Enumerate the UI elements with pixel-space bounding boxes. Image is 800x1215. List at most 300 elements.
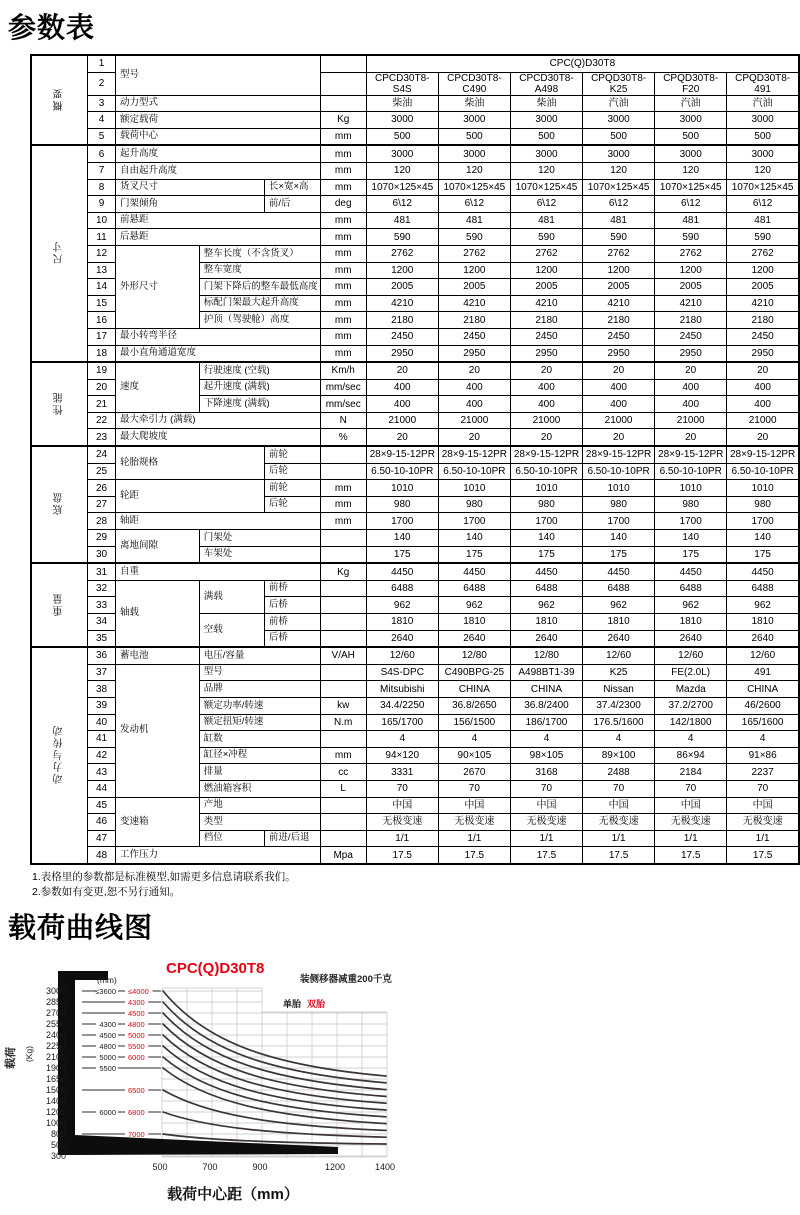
- value-cell: 90×105: [438, 747, 510, 764]
- y-tick-label: 2700: [45, 1008, 66, 1019]
- row-number-cell: 26: [88, 480, 116, 497]
- value-cell: 6\12: [655, 196, 727, 213]
- value-cell: 3000: [655, 145, 727, 162]
- row-number-cell: 47: [88, 830, 116, 847]
- unit-cell: [320, 55, 366, 72]
- value-cell: 1070×125×45: [583, 179, 655, 196]
- row-number-cell: 39: [88, 697, 116, 714]
- param-name-cell: 前桥: [264, 614, 320, 631]
- value-cell: 1200: [366, 262, 438, 279]
- y-tick-label: 500: [50, 1140, 66, 1151]
- value-cell: 36.8/2400: [510, 697, 582, 714]
- param-name-cell: 门架下降后的整车最低高度: [199, 279, 320, 296]
- param-name-cell: 产地: [199, 797, 320, 814]
- param-name-cell: 最小转弯半径: [116, 328, 321, 345]
- param-name-cell: 后悬距: [116, 229, 321, 246]
- value-cell: CHINA: [510, 681, 582, 698]
- value-cell: 481: [510, 212, 582, 229]
- value-cell: 165/1600: [727, 714, 799, 731]
- value-cell: 500: [727, 128, 799, 145]
- row-number-cell: 1: [88, 55, 116, 72]
- value-cell: 4210: [510, 295, 582, 312]
- unit-cell: mm: [320, 496, 366, 513]
- value-cell: 中国: [366, 797, 438, 814]
- value-cell: 140: [510, 530, 582, 547]
- value-cell: 1700: [583, 513, 655, 530]
- value-cell: 37.4/2300: [583, 697, 655, 714]
- row-number-cell: 8: [88, 179, 116, 196]
- value-cell: 4210: [727, 295, 799, 312]
- value-cell: 500: [510, 128, 582, 145]
- value-cell: 2180: [438, 312, 510, 329]
- value-cell: 2184: [655, 764, 727, 781]
- value-cell: 1200: [655, 262, 727, 279]
- param-name-cell: 燃油箱容积: [199, 780, 320, 797]
- value-cell: 汽油: [583, 95, 655, 112]
- value-cell: 21000: [366, 412, 438, 429]
- y-tick-label: 1900: [45, 1063, 66, 1074]
- value-cell: 3000: [438, 145, 510, 162]
- value-cell: 28×9-15-12PR: [655, 446, 727, 463]
- param-name-cell: 档位: [199, 830, 264, 847]
- value-cell: 1810: [438, 614, 510, 631]
- row-number-cell: 29: [88, 530, 116, 547]
- unit-cell: [320, 614, 366, 631]
- value-cell: 140: [366, 530, 438, 547]
- value-cell: FE(2.0L): [655, 664, 727, 681]
- y-tick-label: 1500: [45, 1085, 66, 1096]
- footnote-line-2: 2.参数如有变更,恕不另行通知。: [32, 886, 181, 899]
- unit-cell: [320, 95, 366, 112]
- value-cell: CHINA: [727, 681, 799, 698]
- value-cell: 1070×125×45: [510, 179, 582, 196]
- value-cell: Mitsubishi: [366, 681, 438, 698]
- value-cell: 20: [438, 429, 510, 446]
- row-number-cell: 5: [88, 128, 116, 145]
- value-cell: C490BPG-25: [438, 664, 510, 681]
- double-tire-curve-label: 5500: [128, 1042, 145, 1052]
- value-cell: 无极变速: [438, 814, 510, 831]
- double-tire-curve-label: ≤4000: [128, 987, 149, 997]
- value-cell: 3000: [583, 145, 655, 162]
- value-cell: 6.50-10-10PR: [727, 463, 799, 480]
- value-cell: 481: [438, 212, 510, 229]
- value-cell: 481: [655, 212, 727, 229]
- value-cell: 6488: [366, 580, 438, 597]
- value-cell: 28×9-15-12PR: [510, 446, 582, 463]
- value-cell: 70: [727, 780, 799, 797]
- x-tick-label: 500: [152, 1162, 168, 1173]
- value-cell: 6\12: [366, 196, 438, 213]
- unit-cell: [320, 446, 366, 463]
- row-number-cell: 3: [88, 95, 116, 112]
- single-tire-curve-label: 5000: [99, 1053, 116, 1063]
- value-cell: 无极变速: [655, 814, 727, 831]
- value-cell: 2450: [366, 328, 438, 345]
- value-cell: 481: [583, 212, 655, 229]
- legend-single-tire: 单胎: [283, 999, 302, 1010]
- param-name-cell: 轴载: [116, 580, 200, 647]
- legend-double-tire: 双胎: [307, 999, 326, 1010]
- chart-title: 载荷曲线图: [8, 912, 154, 944]
- value-cell: 1/1: [727, 830, 799, 847]
- value-cell: 500: [366, 128, 438, 145]
- value-cell: 980: [727, 496, 799, 513]
- param-name-cell: 轴距: [116, 513, 321, 530]
- row-number-cell: 10: [88, 212, 116, 229]
- single-tire-curve-label: ≤3600: [95, 987, 116, 997]
- row-number-cell: 40: [88, 714, 116, 731]
- value-cell: 28×9-15-12PR: [583, 446, 655, 463]
- curve-label-unit: (mm): [97, 975, 117, 986]
- value-cell: 12/80: [438, 647, 510, 664]
- value-cell: 17.5: [583, 847, 655, 864]
- value-cell: 4210: [366, 295, 438, 312]
- param-name-cell: 前悬距: [116, 212, 321, 229]
- value-cell: 400: [727, 396, 799, 413]
- param-name-cell: 标配门架最大起升高度: [199, 295, 320, 312]
- value-cell: 2762: [655, 245, 727, 262]
- value-cell: 400: [727, 379, 799, 396]
- value-cell: 1/1: [366, 830, 438, 847]
- unit-cell: %: [320, 429, 366, 446]
- single-tire-curve-label: 4300: [99, 1020, 116, 1030]
- value-cell: 20: [727, 429, 799, 446]
- value-cell: 4: [655, 731, 727, 748]
- param-name-cell: 货叉尺寸: [116, 179, 265, 196]
- value-cell: 2640: [438, 630, 510, 647]
- param-name-cell: 品牌: [199, 681, 320, 698]
- load-curve-chart: [0, 954, 800, 1215]
- unit-cell: N.m: [320, 714, 366, 731]
- param-name-cell: 排量: [199, 764, 320, 781]
- value-cell: 2005: [727, 279, 799, 296]
- row-number-cell: 12: [88, 245, 116, 262]
- row-number-cell: 25: [88, 463, 116, 480]
- value-cell: 3168: [510, 764, 582, 781]
- value-cell: Nissan: [583, 681, 655, 698]
- row-number-cell: 34: [88, 614, 116, 631]
- value-cell: 6488: [438, 580, 510, 597]
- value-cell: CPQD30T8-491: [727, 72, 799, 95]
- value-cell: 491: [727, 664, 799, 681]
- value-cell: 1010: [727, 480, 799, 497]
- unit-cell: mm: [320, 145, 366, 162]
- value-cell: 400: [366, 379, 438, 396]
- value-cell: 4: [583, 731, 655, 748]
- value-cell: 400: [655, 379, 727, 396]
- value-cell: 400: [583, 396, 655, 413]
- value-cell: 4450: [583, 563, 655, 580]
- value-cell: CPCD30T8-S4S: [366, 72, 438, 95]
- value-cell: 142/1800: [655, 714, 727, 731]
- unit-cell: V/AH: [320, 647, 366, 664]
- value-cell: 120: [727, 162, 799, 179]
- value-cell: 1700: [438, 513, 510, 530]
- y-tick-label: 300: [50, 1151, 66, 1162]
- value-cell: 3000: [583, 112, 655, 129]
- unit-cell: [320, 731, 366, 748]
- value-cell: 6488: [727, 580, 799, 597]
- group-label-cell: 概要: [31, 55, 88, 145]
- value-cell: 89×100: [583, 747, 655, 764]
- value-cell: 400: [438, 396, 510, 413]
- load-curve-svg: [0, 954, 800, 1210]
- value-cell: 2180: [655, 312, 727, 329]
- row-number-cell: 20: [88, 379, 116, 396]
- unit-cell: mm: [320, 162, 366, 179]
- value-cell: 175: [438, 546, 510, 563]
- unit-cell: [320, 546, 366, 563]
- value-cell: 400: [583, 379, 655, 396]
- value-cell: CPQD30T8-F20: [655, 72, 727, 95]
- value-cell: 2950: [727, 345, 799, 362]
- value-cell: 980: [583, 496, 655, 513]
- value-cell: 2640: [510, 630, 582, 647]
- row-number-cell: 45: [88, 797, 116, 814]
- value-cell: 94×120: [366, 747, 438, 764]
- value-cell: CPCD30T8-C490: [438, 72, 510, 95]
- value-cell: 1010: [510, 480, 582, 497]
- value-cell: 4: [366, 731, 438, 748]
- value-cell: 17.5: [438, 847, 510, 864]
- value-cell: 3000: [727, 112, 799, 129]
- value-cell: 46/2600: [727, 697, 799, 714]
- param-name-cell: 后桥: [264, 597, 320, 614]
- value-cell: 1700: [727, 513, 799, 530]
- value-cell: 590: [438, 229, 510, 246]
- value-cell: 140: [655, 530, 727, 547]
- y-tick-label: 1400: [45, 1096, 66, 1107]
- param-name-cell: 前进/后退: [264, 830, 320, 847]
- value-cell: 20: [366, 429, 438, 446]
- param-name-cell: 前桥: [264, 580, 320, 597]
- param-name-cell: 整车长度（不含货叉）: [199, 245, 320, 262]
- value-cell: 4: [727, 731, 799, 748]
- load-curve: [163, 1112, 386, 1137]
- value-cell: 中国: [438, 797, 510, 814]
- value-cell: 12/60: [583, 647, 655, 664]
- value-cell: 1/1: [510, 830, 582, 847]
- value-cell: 4210: [438, 295, 510, 312]
- value-cell: 500: [438, 128, 510, 145]
- value-cell: 21000: [438, 412, 510, 429]
- value-cell: 28×9-15-12PR: [727, 446, 799, 463]
- value-cell: 1200: [438, 262, 510, 279]
- y-tick-label: 2550: [45, 1019, 66, 1030]
- value-cell: 17.5: [366, 847, 438, 864]
- param-name-cell: 型号: [116, 55, 321, 95]
- value-cell: 2005: [438, 279, 510, 296]
- value-cell: 2005: [655, 279, 727, 296]
- value-cell: 2762: [438, 245, 510, 262]
- value-cell: 1070×125×45: [438, 179, 510, 196]
- x-tick-label: 900: [252, 1162, 268, 1173]
- param-name-cell: 自重: [116, 563, 321, 580]
- unit-cell: mm: [320, 513, 366, 530]
- spec-table-grid: [30, 54, 800, 865]
- value-cell: 2488: [583, 764, 655, 781]
- row-number-cell: 37: [88, 664, 116, 681]
- chart-model-title: CPC(Q)D30T8: [166, 960, 265, 978]
- unit-cell: [320, 664, 366, 681]
- param-name-cell: 护顶（驾驶舱）高度: [199, 312, 320, 329]
- value-cell: 2640: [366, 630, 438, 647]
- value-cell: 2005: [510, 279, 582, 296]
- value-cell: 2180: [727, 312, 799, 329]
- value-cell: 21000: [655, 412, 727, 429]
- row-number-cell: 44: [88, 780, 116, 797]
- value-cell: 12/80: [510, 647, 582, 664]
- value-cell: 980: [366, 496, 438, 513]
- value-cell: 500: [583, 128, 655, 145]
- value-cell: 28×9-15-12PR: [366, 446, 438, 463]
- unit-cell: [320, 463, 366, 480]
- value-cell: 2005: [583, 279, 655, 296]
- param-name-cell: 后轮: [264, 496, 320, 513]
- value-cell: 70: [510, 780, 582, 797]
- param-name-cell: 电压/容量: [199, 647, 320, 664]
- value-cell: 1/1: [583, 830, 655, 847]
- value-cell: 柴油: [510, 95, 582, 112]
- param-name-cell: 行驶速度 (空载): [199, 362, 320, 379]
- value-cell: 20: [727, 362, 799, 379]
- group-label-cell: 底盘: [31, 446, 88, 563]
- value-cell: 6488: [510, 580, 582, 597]
- value-cell: 590: [727, 229, 799, 246]
- unit-cell: [320, 630, 366, 647]
- value-cell: 6.50-10-10PR: [366, 463, 438, 480]
- value-cell: 962: [438, 597, 510, 614]
- unit-cell: L: [320, 780, 366, 797]
- row-number-cell: 46: [88, 814, 116, 831]
- y-tick-label: 2250: [45, 1041, 66, 1052]
- value-cell: Mazda: [655, 681, 727, 698]
- param-name-cell: 蓄电池: [116, 647, 200, 664]
- unit-cell: [320, 597, 366, 614]
- value-cell: 3331: [366, 764, 438, 781]
- double-tire-curve-label: 7000: [128, 1130, 145, 1140]
- y-tick-label: 1200: [45, 1107, 66, 1118]
- value-cell: 无极变速: [366, 814, 438, 831]
- row-number-cell: 38: [88, 681, 116, 698]
- row-number-cell: 11: [88, 229, 116, 246]
- value-cell: 1810: [510, 614, 582, 631]
- value-cell: 2450: [438, 328, 510, 345]
- table-title: 参数表: [8, 12, 96, 43]
- value-cell: 1810: [727, 614, 799, 631]
- double-tire-curve-label: 4800: [128, 1020, 145, 1030]
- value-cell: 12/60: [727, 647, 799, 664]
- param-name-cell: 后桥: [264, 630, 320, 647]
- value-cell: 70: [438, 780, 510, 797]
- value-cell: 3000: [438, 112, 510, 129]
- value-cell: 2180: [510, 312, 582, 329]
- value-cell: 柴油: [366, 95, 438, 112]
- value-cell: 2762: [727, 245, 799, 262]
- value-cell: 962: [583, 597, 655, 614]
- unit-cell: mm: [320, 328, 366, 345]
- value-cell: 20: [655, 429, 727, 446]
- value-cell: 120: [510, 162, 582, 179]
- unit-cell: [320, 681, 366, 698]
- value-cell: 2180: [366, 312, 438, 329]
- unit-cell: [320, 797, 366, 814]
- value-cell: 120: [655, 162, 727, 179]
- value-cell: 3000: [727, 145, 799, 162]
- value-cell: 175: [510, 546, 582, 563]
- double-tire-curve-label: 4500: [128, 1009, 145, 1019]
- value-cell: 2762: [366, 245, 438, 262]
- value-cell: 1200: [510, 262, 582, 279]
- param-name-cell: 最大爬坡度: [116, 429, 321, 446]
- value-cell: 120: [438, 162, 510, 179]
- param-name-cell: 最大牵引力 (满载): [116, 412, 321, 429]
- row-number-cell: 35: [88, 630, 116, 647]
- chart-note: 装侧移器减重200千克: [300, 974, 392, 986]
- value-cell: 481: [366, 212, 438, 229]
- value-cell: 36.8/2650: [438, 697, 510, 714]
- value-cell: 6488: [583, 580, 655, 597]
- unit-cell: mm: [320, 212, 366, 229]
- group-label-cell: 重量: [31, 563, 88, 647]
- param-name-cell: 前轮: [264, 446, 320, 463]
- value-cell: 21000: [510, 412, 582, 429]
- value-cell: 1010: [583, 480, 655, 497]
- row-number-cell: 18: [88, 345, 116, 362]
- value-cell: 2450: [583, 328, 655, 345]
- param-name-cell: 速度: [116, 362, 200, 412]
- value-cell: 70: [583, 780, 655, 797]
- value-cell: 175: [583, 546, 655, 563]
- row-number-cell: 17: [88, 328, 116, 345]
- value-cell: 2762: [510, 245, 582, 262]
- value-cell: 3000: [366, 145, 438, 162]
- param-name-cell: 额定载荷: [116, 112, 321, 129]
- row-number-cell: 22: [88, 412, 116, 429]
- single-tire-curve-label: 4500: [99, 1031, 116, 1041]
- value-cell: 4210: [655, 295, 727, 312]
- value-cell: 980: [438, 496, 510, 513]
- value-cell: 无极变速: [510, 814, 582, 831]
- value-cell: 20: [510, 362, 582, 379]
- value-cell: 6.50-10-10PR: [510, 463, 582, 480]
- unit-cell: mm: [320, 262, 366, 279]
- value-cell: 4450: [727, 563, 799, 580]
- unit-cell: Kg: [320, 563, 366, 580]
- unit-cell: mm: [320, 747, 366, 764]
- double-tire-curve-label: 6800: [128, 1108, 145, 1118]
- double-tire-curve-label: 5000: [128, 1031, 145, 1041]
- value-cell: 1700: [510, 513, 582, 530]
- value-cell: 20: [583, 429, 655, 446]
- unit-cell: mm: [320, 279, 366, 296]
- value-cell: CHINA: [438, 681, 510, 698]
- value-cell: 21000: [583, 412, 655, 429]
- value-cell: 1/1: [655, 830, 727, 847]
- unit-cell: [320, 814, 366, 831]
- value-cell: 120: [583, 162, 655, 179]
- model-family-cell: CPC(Q)D30T8: [366, 55, 799, 72]
- unit-cell: deg: [320, 196, 366, 213]
- value-cell: 140: [438, 530, 510, 547]
- value-cell: 4450: [438, 563, 510, 580]
- group-label-cell: 性能: [31, 362, 88, 446]
- value-cell: 140: [583, 530, 655, 547]
- value-cell: 400: [366, 396, 438, 413]
- value-cell: 120: [366, 162, 438, 179]
- row-number-cell: 36: [88, 647, 116, 664]
